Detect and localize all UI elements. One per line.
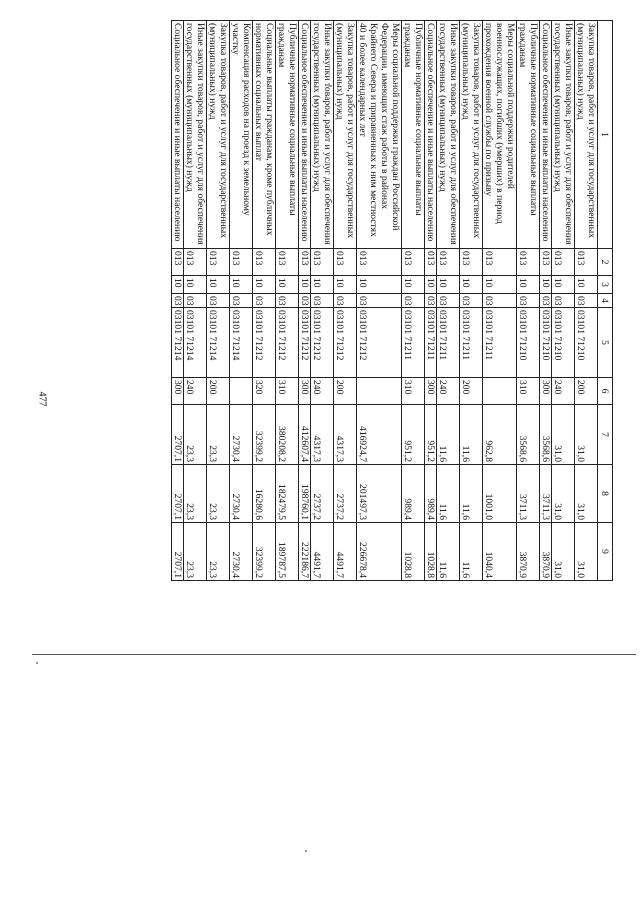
page-number: 477 xyxy=(36,391,48,407)
target-article-cell: 03101 71210 xyxy=(517,308,540,378)
row-name-cell: Меры социальной поддержки родителей военнослужащих, погибших (умерших) в период прохождения военной службы по призыву xyxy=(483,21,517,249)
expense-type-cell: 300 xyxy=(540,378,552,405)
value-cell-col7: 416924,7 xyxy=(357,405,402,465)
section-code-cell: 013 xyxy=(460,249,483,276)
value-cell-col9: 222186,7 xyxy=(299,523,311,581)
row-name-cell: Иные закупки товаров, работ и услуг для обеспечения государственных (муниципальных) нужд xyxy=(311,21,334,249)
value-cell-col7: 31,0 xyxy=(552,405,575,465)
column-header: 7 xyxy=(598,405,613,465)
value-cell-col8: 11,6 xyxy=(437,465,460,523)
value-cell-col9: 32399,2 xyxy=(253,523,276,581)
expense-type-cell: 240 xyxy=(437,378,460,405)
row-name-cell: Публичные нормативные социальные выплаты гражданам xyxy=(276,21,299,249)
value-cell-col7: 11,6 xyxy=(460,405,483,465)
value-cell-col7: 2707,1 xyxy=(172,405,184,465)
header-row xyxy=(598,21,613,581)
section-code-cell: 013 xyxy=(311,249,334,276)
expense-type-cell xyxy=(357,378,402,405)
subchapter-cell: 03 xyxy=(552,294,575,308)
expense-type-cell xyxy=(483,378,517,405)
value-cell-col9: 11,6 xyxy=(460,523,483,581)
section-code-cell: 013 xyxy=(184,249,207,276)
expense-type-cell: 200 xyxy=(575,378,598,405)
column-header: 8 xyxy=(598,465,613,523)
value-cell-col9: 23,3 xyxy=(207,523,230,581)
row-name-cell: Меры социальной поддержки граждан Российской Федерации, имеющих стаж работы в районах Крайнего Севера и приравненных к ним местностях 40 и более календарных лет xyxy=(357,21,402,249)
target-article-cell: 03101 71212 xyxy=(253,308,276,378)
value-cell-col7: 31,0 xyxy=(575,405,598,465)
chapter-cell: 10 xyxy=(402,276,425,294)
row-name-cell: Закупка товаров, работ и услуг для государственных (муниципальных) нужд xyxy=(575,21,598,249)
rotated-table-block xyxy=(33,20,613,580)
row-name-cell: Закупка товаров, работ и услуг для государственных (муниципальных) нужд xyxy=(460,21,483,249)
value-cell-col7: 951,2 xyxy=(402,405,425,465)
chapter-cell: 10 xyxy=(276,276,299,294)
value-cell-col8: 23,3 xyxy=(207,465,230,523)
value-cell-col8: 31,0 xyxy=(552,465,575,523)
value-cell-col8: 989,4 xyxy=(402,465,425,523)
chapter-cell: 10 xyxy=(425,276,437,294)
value-cell-col9: 2730,4 xyxy=(230,523,253,581)
table-row xyxy=(552,21,575,581)
row-name-cell: Социальное обеспечение и иные выплаты населению xyxy=(540,21,552,249)
target-article-cell: 03101 71212 xyxy=(299,308,311,378)
fold-line xyxy=(32,654,636,655)
chapter-cell: 10 xyxy=(311,276,334,294)
section-code-cell: 013 xyxy=(552,249,575,276)
value-cell-col7: 951,2 xyxy=(425,405,437,465)
chapter-cell: 10 xyxy=(299,276,311,294)
column-header: 5 xyxy=(598,308,613,378)
target-article-cell: 03101 71211 xyxy=(483,308,517,378)
table-row xyxy=(311,21,334,581)
row-name-cell: Социальные выплаты гражданам, кроме публичных нормативных социальных выплат xyxy=(253,21,276,249)
subchapter-cell: 03 xyxy=(172,294,184,308)
value-cell-col9: 2707,1 xyxy=(172,523,184,581)
value-cell-col7: 962,8 xyxy=(483,405,517,465)
value-cell-col8: 2707,1 xyxy=(172,465,184,523)
section-code-cell: 013 xyxy=(172,249,184,276)
table-row xyxy=(357,21,402,581)
value-cell-col7: 4317,3 xyxy=(311,405,334,465)
section-code-cell: 013 xyxy=(425,249,437,276)
row-name-cell: Закупка товаров, работ и услуг для государственных (муниципальных) нужд xyxy=(334,21,357,249)
subchapter-cell: 03 xyxy=(253,294,276,308)
table-body xyxy=(172,21,598,581)
value-cell-col8: 2737,2 xyxy=(311,465,334,523)
section-code-cell: 013 xyxy=(402,249,425,276)
expense-type-cell: 300 xyxy=(425,378,437,405)
column-header: 1 xyxy=(598,21,613,249)
scan-speck xyxy=(36,662,38,664)
section-code-cell: 013 xyxy=(437,249,460,276)
expense-type-cell: 300 xyxy=(172,378,184,405)
subchapter-cell: 03 xyxy=(425,294,437,308)
target-article-cell: 03101 71211 xyxy=(437,308,460,378)
expense-type-cell: 300 xyxy=(299,378,311,405)
expense-type-cell: 240 xyxy=(552,378,575,405)
chapter-cell: 10 xyxy=(207,276,230,294)
value-cell-col7: 23,3 xyxy=(184,405,207,465)
chapter-cell: 10 xyxy=(540,276,552,294)
value-cell-col8: 3711,3 xyxy=(540,465,552,523)
table-row xyxy=(402,21,425,581)
section-code-cell: 013 xyxy=(207,249,230,276)
expense-type-cell: 310 xyxy=(276,378,299,405)
subchapter-cell: 03 xyxy=(276,294,299,308)
value-cell-col9: 4491,7 xyxy=(334,523,357,581)
value-cell-col7: 32399,2 xyxy=(253,405,276,465)
expense-type-cell: 200 xyxy=(207,378,230,405)
subchapter-cell: 03 xyxy=(311,294,334,308)
row-name-cell: Публичные нормативные социальные выплаты гражданам xyxy=(517,21,540,249)
value-cell-col9: 31,0 xyxy=(552,523,575,581)
chapter-cell: 10 xyxy=(230,276,253,294)
table-row xyxy=(184,21,207,581)
scan-speck xyxy=(305,850,307,852)
subchapter-cell: 03 xyxy=(230,294,253,308)
target-article-cell: 03101 71212 xyxy=(311,308,334,378)
section-code-cell: 013 xyxy=(299,249,311,276)
subchapter-cell: 03 xyxy=(334,294,357,308)
row-name-cell: Закупка товаров, работ и услуг для государственных (муниципальных) нужд xyxy=(207,21,230,249)
target-article-cell: 03101 71214 xyxy=(230,308,253,378)
value-cell-col9: 31,0 xyxy=(575,523,598,581)
section-code-cell: 013 xyxy=(276,249,299,276)
chapter-cell: 10 xyxy=(172,276,184,294)
value-cell-col8: 198760,1 xyxy=(299,465,311,523)
value-cell-col8: 1001,0 xyxy=(483,465,517,523)
subchapter-cell: 03 xyxy=(483,294,517,308)
target-article-cell: 03101 71212 xyxy=(357,308,402,378)
subchapter-cell: 03 xyxy=(357,294,402,308)
value-cell-col7: 4317,3 xyxy=(334,405,357,465)
table-row xyxy=(483,21,517,581)
target-article-cell: 03101 71212 xyxy=(334,308,357,378)
value-cell-col8: 3711,3 xyxy=(517,465,540,523)
expense-type-cell: 310 xyxy=(517,378,540,405)
value-cell-col8: 989,4 xyxy=(425,465,437,523)
subchapter-cell: 03 xyxy=(299,294,311,308)
column-header: 6 xyxy=(598,378,613,405)
table-row xyxy=(276,21,299,581)
value-cell-col9: 3870,9 xyxy=(540,523,552,581)
value-cell-col8: 2737,2 xyxy=(334,465,357,523)
table-row xyxy=(253,21,276,581)
section-code-cell: 013 xyxy=(334,249,357,276)
column-header: 4 xyxy=(598,294,613,308)
value-cell-col9: 4491,7 xyxy=(311,523,334,581)
row-name-cell: Социальное обеспечение и иные выплаты населению xyxy=(172,21,184,249)
subchapter-cell: 03 xyxy=(437,294,460,308)
value-cell-col7: 412607,4 xyxy=(299,405,311,465)
expense-type-cell: 240 xyxy=(184,378,207,405)
section-code-cell: 013 xyxy=(483,249,517,276)
value-cell-col7: 3568,6 xyxy=(540,405,552,465)
row-name-cell: Социальное обеспечение и иные выплаты населению xyxy=(425,21,437,249)
subchapter-cell: 03 xyxy=(460,294,483,308)
chapter-cell: 10 xyxy=(575,276,598,294)
target-article-cell: 03101 71214 xyxy=(207,308,230,378)
expense-type-cell: 200 xyxy=(334,378,357,405)
value-cell-col9: 1028,8 xyxy=(402,523,425,581)
subchapter-cell: 03 xyxy=(402,294,425,308)
target-article-cell: 03101 71211 xyxy=(460,308,483,378)
value-cell-col8: 201497,3 xyxy=(357,465,402,523)
row-name-cell: Социальное обеспечение и иные выплаты населению xyxy=(299,21,311,249)
target-article-cell: 03101 71210 xyxy=(540,308,552,378)
value-cell-col8: 182479,5 xyxy=(276,465,299,523)
table-row xyxy=(334,21,357,581)
column-header: 9 xyxy=(598,523,613,581)
table-row xyxy=(230,21,253,581)
value-cell-col8: 16280,6 xyxy=(253,465,276,523)
expense-type-cell: 310 xyxy=(402,378,425,405)
target-article-cell: 03101 71211 xyxy=(425,308,437,378)
table-row xyxy=(207,21,230,581)
subchapter-cell: 03 xyxy=(575,294,598,308)
value-cell-col9: 3870,9 xyxy=(517,523,540,581)
table-row xyxy=(425,21,437,581)
value-cell-col8: 11,6 xyxy=(460,465,483,523)
subchapter-cell: 03 xyxy=(207,294,230,308)
chapter-cell: 10 xyxy=(253,276,276,294)
value-cell-col7: 380208,2 xyxy=(276,405,299,465)
target-article-cell: 03101 71210 xyxy=(552,308,575,378)
target-article-cell: 03101 71211 xyxy=(402,308,425,378)
value-cell-col7: 2730,4 xyxy=(230,405,253,465)
section-code-cell: 013 xyxy=(253,249,276,276)
table-row xyxy=(460,21,483,581)
value-cell-col9: 226678,4 xyxy=(357,523,402,581)
subchapter-cell: 03 xyxy=(517,294,540,308)
expense-type-cell: 200 xyxy=(460,378,483,405)
chapter-cell: 10 xyxy=(437,276,460,294)
value-cell-col9: 189787,5 xyxy=(276,523,299,581)
target-article-cell: 03101 71214 xyxy=(184,308,207,378)
subchapter-cell: 03 xyxy=(540,294,552,308)
table-row xyxy=(575,21,598,581)
row-name-cell: Компенсация расходов на проезд к земельному участку xyxy=(230,21,253,249)
chapter-cell: 10 xyxy=(483,276,517,294)
value-cell-col9: 23,3 xyxy=(184,523,207,581)
target-article-cell: 03101 71214 xyxy=(172,308,184,378)
table-row xyxy=(437,21,460,581)
column-header: 2 xyxy=(598,249,613,276)
value-cell-col7: 3568,6 xyxy=(517,405,540,465)
value-cell-col9: 1040,4 xyxy=(483,523,517,581)
section-code-cell: 013 xyxy=(517,249,540,276)
expense-type-cell xyxy=(230,378,253,405)
chapter-cell: 10 xyxy=(517,276,540,294)
chapter-cell: 10 xyxy=(460,276,483,294)
section-code-cell: 013 xyxy=(357,249,402,276)
row-name-cell: Иные закупки товаров, работ и услуг для обеспечения государственных (муниципальных) нужд xyxy=(184,21,207,249)
chapter-cell: 10 xyxy=(334,276,357,294)
value-cell-col9: 11,6 xyxy=(437,523,460,581)
budget-table xyxy=(171,20,613,581)
chapter-cell: 10 xyxy=(552,276,575,294)
value-cell-col8: 2730,4 xyxy=(230,465,253,523)
row-name-cell: Публичные нормативные социальные выплаты гражданам xyxy=(402,21,425,249)
value-cell-col7: 23,3 xyxy=(207,405,230,465)
section-code-cell: 013 xyxy=(575,249,598,276)
table-row xyxy=(299,21,311,581)
column-header: 3 xyxy=(598,276,613,294)
chapter-cell: 10 xyxy=(184,276,207,294)
row-name-cell: Иные закупки товаров, работ и услуг для обеспечения государственных (муниципальных) нужд xyxy=(552,21,575,249)
section-code-cell: 013 xyxy=(540,249,552,276)
table-row xyxy=(517,21,540,581)
value-cell-col8: 23,3 xyxy=(184,465,207,523)
target-article-cell: 03101 71210 xyxy=(575,308,598,378)
target-article-cell: 03101 71212 xyxy=(276,308,299,378)
row-name-cell: Иные закупки товаров, работ и услуг для обеспечения государственных (муниципальных) нужд xyxy=(437,21,460,249)
value-cell-col9: 1028,8 xyxy=(425,523,437,581)
value-cell-col7: 11,6 xyxy=(437,405,460,465)
subchapter-cell: 03 xyxy=(184,294,207,308)
chapter-cell: 10 xyxy=(357,276,402,294)
expense-type-cell: 320 xyxy=(253,378,276,405)
value-cell-col8: 31,0 xyxy=(575,465,598,523)
table-row xyxy=(540,21,552,581)
table-row xyxy=(172,21,184,581)
expense-type-cell: 240 xyxy=(311,378,334,405)
section-code-cell: 013 xyxy=(230,249,253,276)
